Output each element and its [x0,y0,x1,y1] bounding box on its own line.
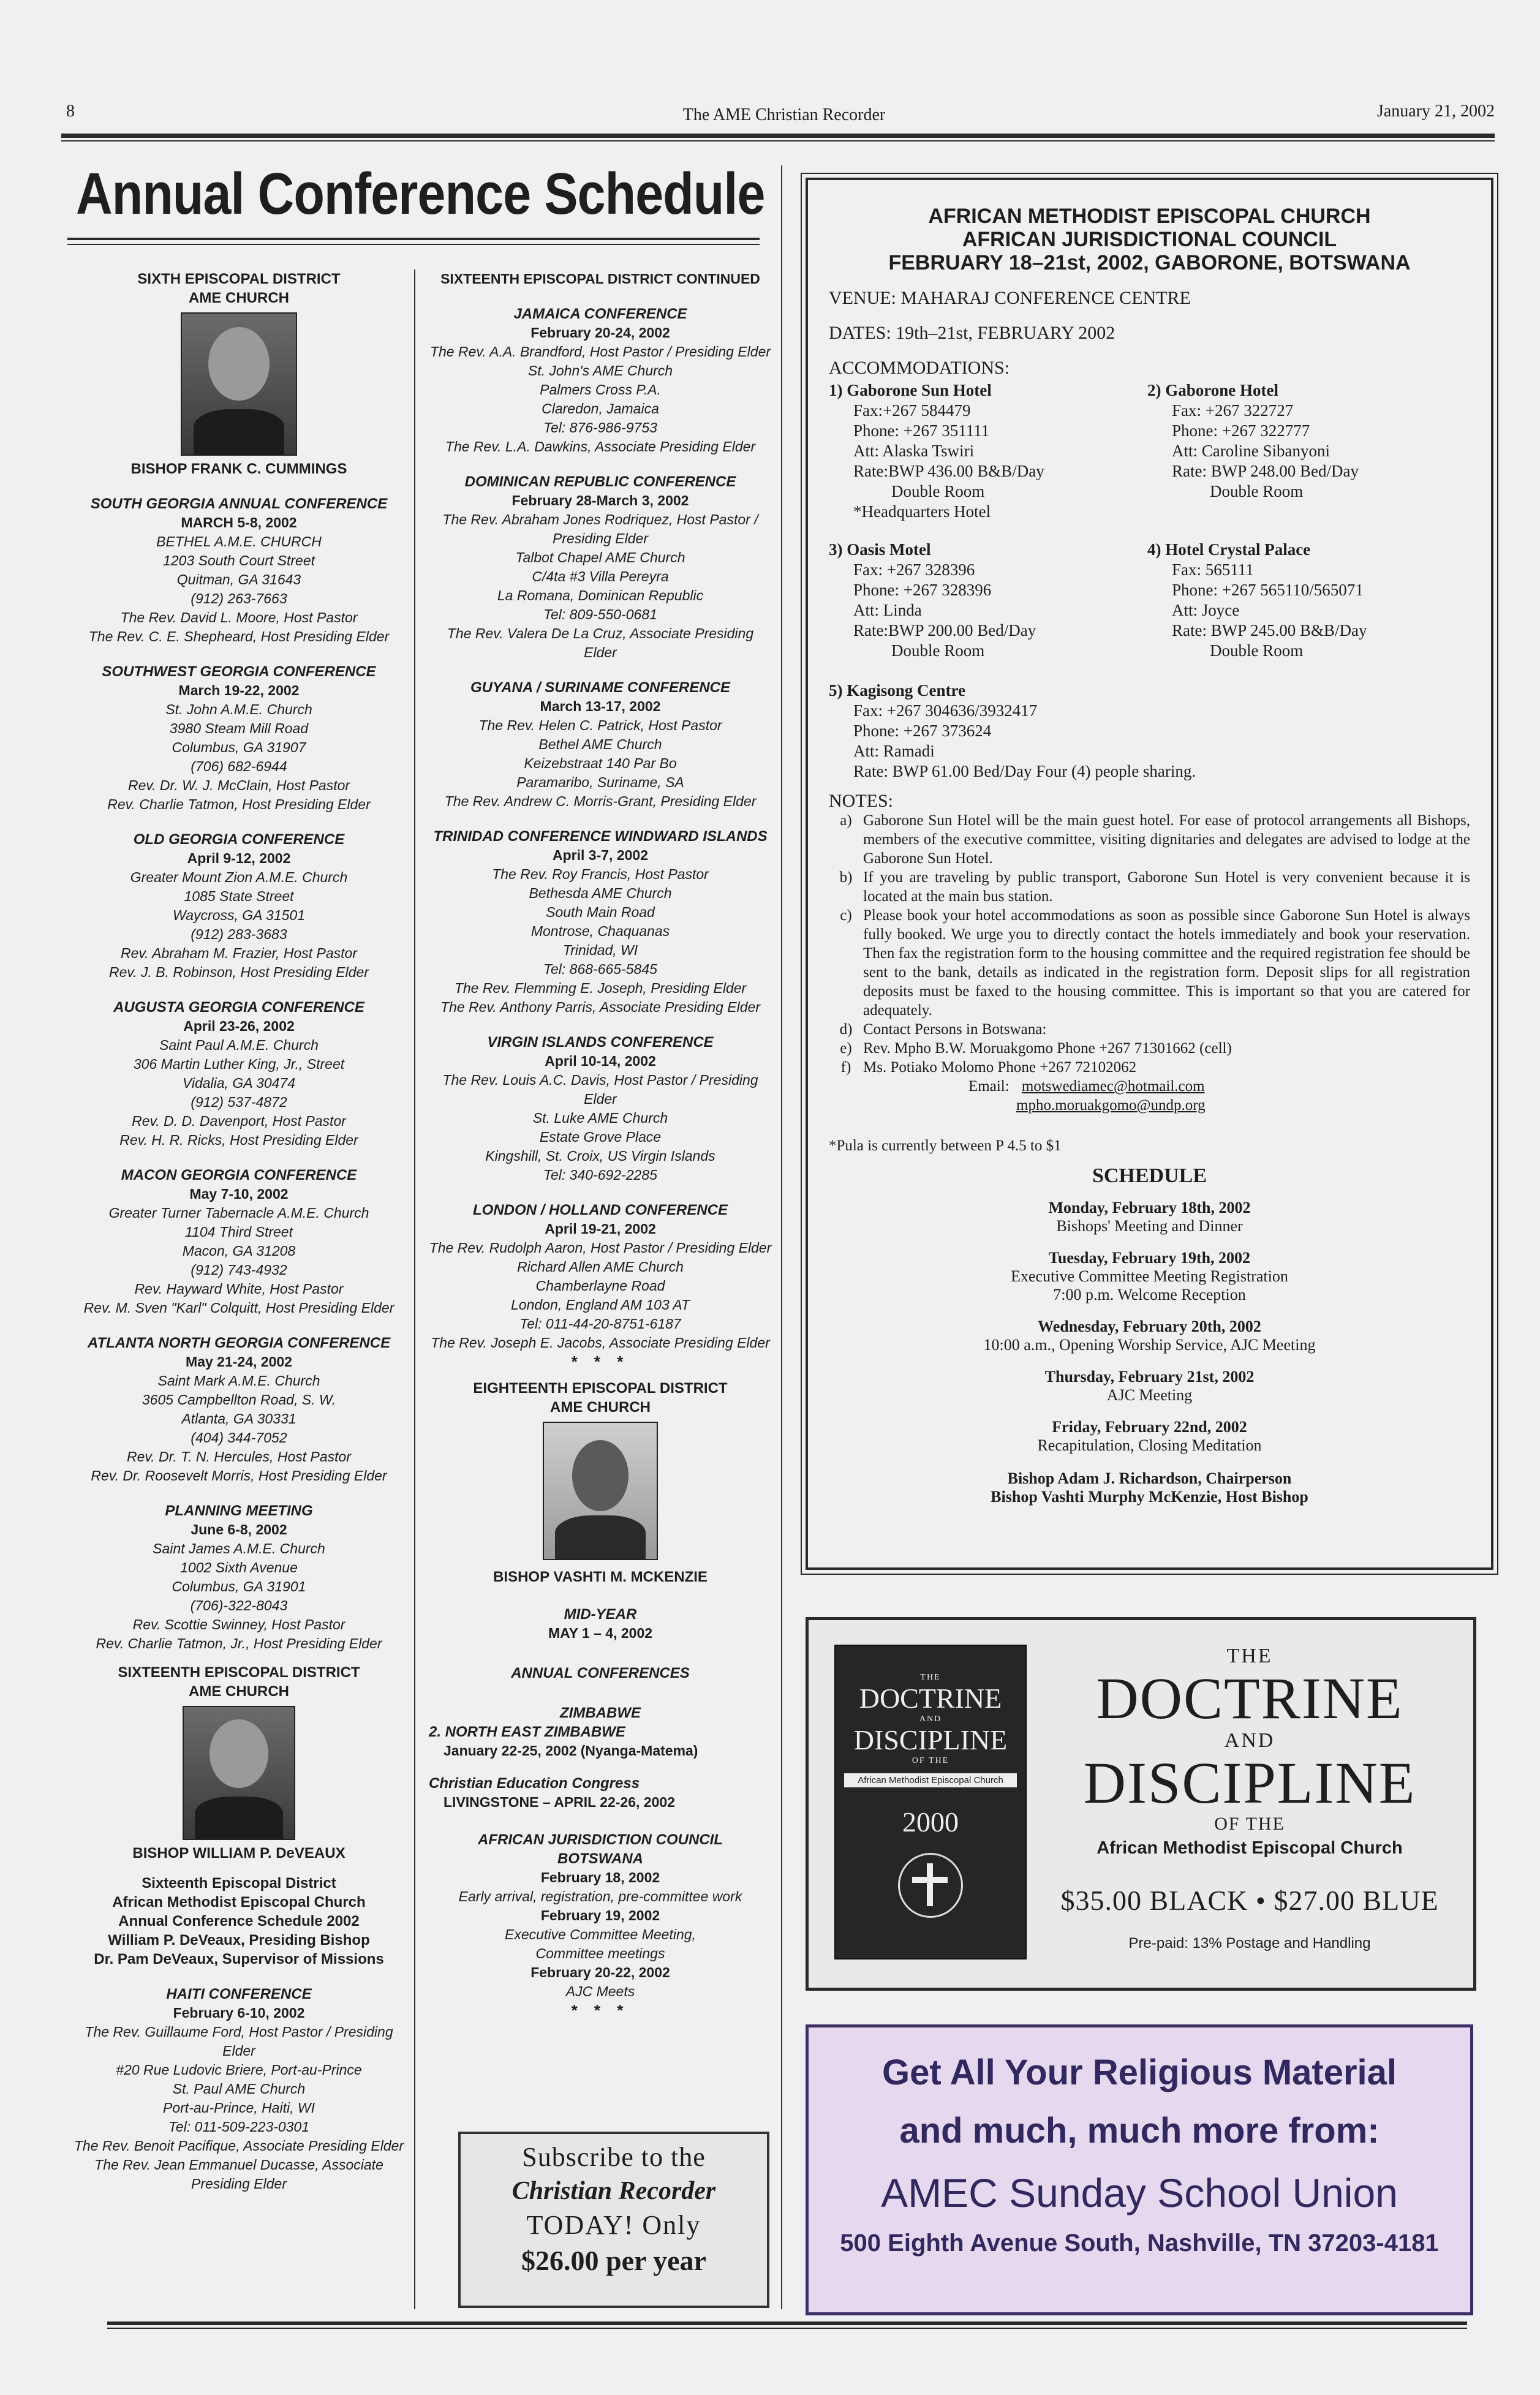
hotel-detail: Att: Alaska Tswiri [853,442,975,460]
conference-detail: Rev. H. R. Ricks, Host Presiding Elder [119,1132,358,1148]
conference-detail: Rev. D. D. Davenport, Host Pastor [132,1113,346,1129]
title-rule-thin [67,244,760,245]
schedule-item: Recapitulation, Closing Meditation [1037,1436,1262,1454]
conference-detail: 1104 Third Street [184,1224,293,1240]
conference-detail: The Rev. Flemming E. Joseph, Presiding Elder [454,980,747,996]
conference-block [429,1201,772,1352]
hotel-name: 1) Gaborone Sun Hotel [829,381,992,399]
conference-name: GUYANA / SURINAME CONFERENCE [470,679,731,696]
ajc-schedule-line: February 18, 2002 [540,1869,660,1885]
hotel-detail: Att: Linda [853,601,922,619]
conference-detail: 3605 Campbellton Road, S. W. [142,1392,336,1408]
subscribe-today: TODAY! Only [526,2210,701,2240]
subscribe-line: Subscribe to the [522,2142,706,2172]
north-east-zimbabwe: 2. NORTH EAST ZIMBABWE [429,1724,625,1740]
note-text: Ms. Potiako Molomo Phone +267 72102062 [863,1059,1137,1076]
schedule-day: Wednesday, February 20th, 2002 [1038,1318,1261,1335]
conference-name: ATLANTA NORTH GEORGIA CONFERENCE [87,1335,391,1351]
note-text: Please book your hotel accommodations as soon as possible since Gaborone Sun Hotel is always fully booked. We urge you to directly contact the hotels immediately and book your reservation. Then fax the registration form to the housing committee and the required registration fee should be sent to the bank, details as indicated in the registration form. Deposit slips for all registration deposits must be faxed to the housing committee. This is important so that you are catered for adequately. [863,907,1470,1019]
conference-detail: The Rev. Roy Francis, Host Pastor [492,866,709,882]
conference-detail: Tel: 011-44-20-8751-6187 [519,1316,681,1332]
conference-detail: 306 Martin Luther King, Jr., Street [133,1056,345,1072]
book-cover-church: African Methodist Episcopal Church [844,1773,1017,1787]
schedule-item: Bishops' Meeting and Dinner [1056,1217,1243,1235]
conference-detail: #20 Rue Ludovic Briere, Port-au-Prince [116,2062,362,2078]
amec-address: 500 Eighth Avenue South, Nashville, TN 37203-4181 [840,2230,1439,2257]
note-text: Gaborone Sun Hotel will be the main guest hotel. For ease of protocol arrangements all Bishops, members of the executive committee, visiting dignitaries and delegates are advised to lodge at the Gaborone Sun Hotel. [863,812,1470,867]
hotel-detail: Fax:+267 584479 [853,401,971,420]
hotel-detail: *Headquarters Hotel [853,502,991,521]
ad-doctrine: DOCTRINE [1096,1665,1403,1731]
schedule-item: 10:00 a.m., Opening Worship Service, AJC Meeting [983,1336,1316,1354]
conference-detail: Saint Paul A.M.E. Church [159,1037,319,1053]
footer-rule [107,2321,1467,2325]
hotel-detail: Rate: BWP 61.00 Bed/Day Four (4) people sharing. [853,762,1196,780]
ajc-schedule-line: AJC Meets [565,1983,635,1999]
conference-name: HAITI CONFERENCE [166,1986,312,2002]
conference-name: JAMAICA CONFERENCE [513,306,687,322]
conference-detail: C/4ta #3 Villa Pereyra [532,568,669,584]
conference-detail: Vidalia, GA 30474 [182,1075,296,1091]
annual-conferences-title: ANNUAL CONFERENCES [511,1665,690,1681]
hotel-name: 2) Gaborone Hotel [1147,381,1278,399]
conference-detail: The Rev. Jean Emmanuel Ducasse, Associate Presiding Elder [94,2157,383,2192]
page-number: 8 [66,102,75,121]
conference-detail: Quitman, GA 31643 [176,571,301,587]
ajc-schedule-line: February 20-22, 2002 [530,1964,670,1980]
conference-detail: St. John's AME Church [527,363,673,379]
conference-detail: Trinidad, WI [562,942,638,958]
conference-date: June 6-8, 2002 [191,1522,287,1537]
conference-date: February 6-10, 2002 [173,2005,305,2021]
conference-detail: Rev. Scottie Swinney, Host Pastor [132,1616,345,1632]
conference-detail: Saint Mark A.M.E. Church [157,1373,320,1389]
conference-detail: Atlanta, GA 30331 [181,1411,296,1427]
conference-detail: The Rev. L.A. Dawkins, Associate Presiding Elder [445,439,756,454]
conference-block [429,304,772,456]
conference-detail: The Rev. Louis A.C. Davis, Host Pastor / Presiding Elder [442,1072,758,1107]
schedule-title: SCHEDULE [1092,1164,1207,1187]
book-cover-the: THE [920,1673,941,1682]
conference-detail: Waycross, GA 31501 [172,907,306,923]
conference-block [74,494,404,646]
african-jurisdictional-council-box [806,178,1493,1570]
hotel-detail: Double Room [1210,641,1304,660]
conference-detail: Rev. Dr. W. J. McClain, Host Pastor [127,777,350,793]
conference-block [74,1166,404,1318]
conference-detail: St. John A.M.E. Church [165,701,312,717]
subscribe-ad[interactable] [458,2132,769,2308]
hotel-name: 3) Oasis Motel [829,540,931,559]
conference-detail: Talbot Chapel AME Church [515,549,685,565]
dates: DATES: 19th–21st, FEBRUARY 2002 [829,323,1115,343]
conference-detail: 3980 Steam Mill Road [169,720,309,736]
hotel-list [829,380,1470,780]
conference-detail: Greater Mount Zion A.M.E. Church [130,869,348,885]
conference-date: April 10-14, 2002 [545,1053,656,1069]
conference-date: May 21-24, 2002 [186,1354,292,1370]
conference-detail: Rev. Dr. T. N. Hercules, Host Pastor [127,1449,351,1465]
hotel-detail: Fax: +267 304636/3932417 [853,701,1038,720]
amec-line: Get All Your Religious Material [881,2053,1397,2092]
header-rule [61,134,1495,138]
note-key: d) [839,1021,853,1038]
conference-detail: Paramaribo, Suriname, SA [516,774,684,790]
conference-date: April 3-7, 2002 [553,847,648,863]
conference-detail: Chamberlayne Road [535,1278,665,1294]
conference-block [429,472,772,662]
hotel-detail: Double Room [1210,482,1304,500]
ad-prepaid: Pre-paid: 13% Postage and Handling [1128,1935,1371,1952]
conference-detail: London, England AM 103 AT [511,1297,690,1313]
conference-detail: Kingshill, St. Croix, US Virgin Islands [485,1148,715,1164]
conference-detail: Bethesda AME Church [529,885,672,901]
note-item [829,811,1470,868]
conference-detail: The Rev. Valera De La Cruz, Associate Presiding Elder [447,625,754,660]
note-text: Contact Persons in Botswana: [863,1021,1047,1038]
hotel-entry [1147,380,1454,502]
intro-line: Sixteenth Episcopal District [142,1875,336,1891]
conference-block [74,1333,404,1485]
conference-date: April 23-26, 2002 [183,1018,295,1034]
intro-line: Annual Conference Schedule 2002 [118,1913,360,1929]
conference-name: OLD GEORGIA CONFERENCE [133,831,345,848]
conference-detail: 1002 Sixth Avenue [180,1560,298,1575]
hotel-detail: Fax: 565111 [1172,560,1254,579]
conference-detail: Rev. Dr. Roosevelt Morris, Host Presiding Elder [91,1468,387,1484]
hotel-detail: Phone: +267 328396 [853,581,992,599]
midyear-title: MID-YEAR [564,1606,637,1623]
doctrine-discipline-ad[interactable] [806,1617,1476,1991]
nez-date: January 22-25, 2002 (Nyanga-Matema) [444,1743,698,1759]
hotel-detail: Att: Ramadi [853,742,935,760]
hotel-detail: Att: Caroline Sibanyoni [1172,442,1330,460]
district-heading-3: EIGHTEENTH EPISCOPAL DISTRICT [473,1380,728,1397]
separator-stars: * * * [571,1352,630,1371]
ajc-schedule-line: Executive Committee Meeting, [505,1926,696,1942]
schedule-day: Monday, February 18th, 2002 [1048,1199,1251,1216]
sixth-district-column [74,270,404,2193]
conference-detail: The Rev. Benoit Pacifique, Associate Presiding Elder [74,2138,404,2154]
email-link[interactable]: mpho.moruakgomo@undp.org [1016,1097,1206,1114]
conference-detail: Bethel AME Church [538,736,662,752]
conference-detail: The Rev. A.A. Brandford, Host Pastor / Presiding Elder [429,344,771,360]
conference-detail: Tel: 340-692-2285 [543,1167,657,1183]
conference-date: February 20-24, 2002 [530,325,670,341]
livingstone-date: LIVINGSTONE – APRIL 22-26, 2002 [444,1794,675,1810]
schedule-item: Executive Committee Meeting Registration [1011,1267,1288,1285]
hotel-detail: Fax: +267 328396 [853,560,975,579]
conference-detail: St. Luke AME Church [532,1110,668,1126]
conference-detail: The Rev. Joseph E. Jacobs, Associate Presiding Elder [431,1335,770,1351]
note-text: If you are traveling by public transport, Gaborone Sun Hotel is very convenient because it is located at the main bus station. [863,869,1470,905]
conference-block [74,830,404,982]
notes-heading: NOTES: [829,791,893,811]
conference-detail: The Rev. Andrew C. Morris-Grant, Presiding Elder [444,793,757,809]
schedule-day: Thursday, February 21st, 2002 [1044,1368,1255,1386]
conference-detail: Rev. M. Sven "Karl" Colquitt, Host Presiding Elder [83,1300,394,1316]
conference-name: MACON GEORGIA CONFERENCE [121,1167,357,1183]
hotel-detail: Att: Joyce [1172,601,1240,619]
hotel-entry [829,681,1380,782]
page-title: Annual Conference Schedule [76,161,765,227]
conference-detail: South Main Road [546,904,655,920]
title-rule [67,238,760,240]
church-heading: AME CHURCH [189,290,289,306]
bishop-name-3: BISHOP VASHTI M. MCKENZIE [493,1569,708,1585]
conference-detail: Saint James A.M.E. Church [153,1541,325,1556]
conference-detail: Rev. Charlie Tatmon, Host Presiding Elder [107,796,371,812]
church-heading-2: AME CHURCH [189,1683,289,1700]
email-link[interactable]: motswediamec@hotmail.com [1021,1078,1205,1095]
conference-detail: Columbus, GA 31901 [172,1578,306,1594]
bishop-deveaux-photo [183,1706,295,1840]
conference-date: April 9-12, 2002 [187,850,291,866]
district-heading-2: SIXTEENTH EPISCOPAL DISTRICT [118,1664,360,1681]
conference-block [429,827,772,1017]
conference-detail: (706)-322-8043 [190,1597,288,1613]
conference-detail: Estate Grove Place [539,1129,662,1145]
note-text: Rev. Mpho B.W. Moruakgomo Phone +267 71301662 (cell) [863,1040,1232,1057]
conference-detail: Macon, GA 31208 [182,1243,296,1259]
conference-detail: The Rev. David L. Moore, Host Pastor [120,609,358,625]
hotel-detail: Phone: +267 565110/565071 [1172,581,1364,599]
conference-block [429,1033,772,1185]
publication-name: The AME Christian Recorder [682,105,886,124]
conference-detail: Rev. Charlie Tatmon, Jr., Host Presiding Elder [96,1635,382,1651]
hotel-detail: Rate: BWP 245.00 B&B/Day [1172,621,1367,639]
conference-detail: (912) 537-4872 [191,1094,287,1110]
conference-detail: 1203 South Court Street [162,553,315,568]
conference-detail: The Rev. Helen C. Patrick, Host Pastor [478,717,722,733]
ad-price: $35.00 BLACK • $27.00 BLUE [1060,1885,1439,1916]
ajc-title: AFRICAN JURISDICTION COUNCIL BOTSWANA [478,1831,723,1867]
conference-name: AUGUSTA GEORGIA CONFERENCE [113,999,364,1016]
hotel-detail: Double Room [891,482,985,500]
schedule-item: 7:00 p.m. Welcome Reception [1053,1286,1246,1303]
book-cover-discipline: DISCIPLINE [853,1724,1008,1756]
conference-detail: Columbus, GA 31907 [172,739,306,755]
conference-detail: Rev. Hayward White, Host Pastor [134,1281,344,1297]
conference-detail: La Romana, Dominican Republic [497,587,704,603]
conference-detail: Richard Allen AME Church [517,1259,684,1275]
conference-detail: The Rev. Anthony Parris, Associate Presiding Elder [440,999,760,1015]
book-cover [834,1645,1027,1959]
conference-date: MARCH 5-8, 2002 [181,515,297,530]
hotel-name: 4) Hotel Crystal Palace [1147,540,1311,559]
hotel-name: 5) Kagisong Centre [829,681,965,700]
conference-date: March 13-17, 2002 [540,698,661,714]
venue: VENUE: MAHARAJ CONFERENCE CENTRE [829,288,1191,308]
schedule [808,1164,1491,1506]
hotel-detail: Double Room [891,641,985,660]
conference-detail: BETHEL A.M.E. CHURCH [156,534,322,549]
hotel-detail: Rate: BWP 248.00 Bed/Day [1172,462,1359,480]
conference-block [74,998,404,1150]
subscribe-price: $26.00 per year [521,2245,706,2276]
ajc-schedule-line: Committee meetings [535,1945,665,1961]
conference-name: DOMINICAN REPUBLIC CONFERENCE [464,473,736,490]
book-cover-doctrine: DOCTRINE [859,1683,1002,1714]
sixteenth-district-continued-column [429,270,772,2020]
conference-detail: (912) 743-4932 [191,1262,287,1278]
conference-date: April 19-21, 2002 [545,1221,656,1237]
subscribe-publication: Christian Recorder [511,2177,716,2205]
conference-date: February 28-March 3, 2002 [511,492,689,508]
note-key: e) [840,1040,852,1057]
conference-detail: 1085 State Street [184,888,294,904]
ajc-schedule-line: Early arrival, registration, pre-committee work [458,1888,742,1904]
ajc-schedule-line: February 19, 2002 [540,1907,660,1923]
conference-detail: Tel: 876-986-9753 [543,420,657,436]
ad-church: African Methodist Episcopal Church [1096,1838,1403,1858]
conference-detail: Keizebstraat 140 Par Bo [524,755,677,771]
hotel-entry [1147,540,1454,661]
council-title-line: AFRICAN METHODIST EPISCOPAL CHURCH [928,205,1371,228]
schedule-item: AJC Meeting [1106,1386,1193,1404]
conference-detail: The Rev. C. E. Shepheard, Host Presiding Elder [88,628,390,644]
conference-date: May 7-10, 2002 [189,1186,289,1202]
schedule-day: Friday, February 22nd, 2002 [1052,1418,1247,1436]
bishop-name: BISHOP FRANK C. CUMMINGS [130,461,347,477]
amec-name: AMEC Sunday School Union [881,2170,1398,2216]
midyear-date: MAY 1 – 4, 2002 [548,1625,653,1641]
hotel-detail: Fax: +267 322727 [1172,401,1294,420]
conference-detail: (912) 283-3683 [191,926,287,942]
note-item [829,1058,1470,1077]
note-key: a) [840,812,852,829]
hotel-entry [829,540,1135,661]
conference-name: VIRGIN ISLANDS CONFERENCE [487,1034,714,1050]
note-item [829,1020,1470,1039]
conference-name: PLANNING MEETING [165,1503,313,1519]
schedule-day: Tuesday, February 19th, 2002 [1048,1249,1251,1267]
note-item [829,1039,1470,1058]
conference-block [74,1501,404,1653]
email-label: Email: [968,1078,1010,1095]
conference-detail: Tel: 809-550-0681 [543,606,657,622]
zimbabwe-heading: ZIMBABWE [560,1705,641,1721]
hotel-detail: Phone: +267 373624 [853,722,992,740]
amec-sunday-school-union-ad[interactable] [806,2024,1473,2315]
conference-name: SOUTHWEST GEORGIA CONFERENCE [102,663,376,680]
conference-detail: (404) 344-7052 [191,1430,287,1446]
note-key: c) [840,907,852,924]
conference-detail: The Rev. Abraham Jones Rodriquez, Host Pastor / Presiding Elder [442,511,758,546]
conference-detail: Montrose, Chaquanas [530,923,670,939]
note-item [829,868,1470,906]
separator-stars: * * * [571,2001,630,2020]
continued-heading: SIXTEENTH EPISCOPAL DISTRICT CONTINUED [440,271,760,287]
hotel-detail: Rate:BWP 200.00 Bed/Day [853,621,1036,639]
conference-detail: Greater Turner Tabernacle A.M.E. Church [108,1205,369,1221]
amec-line: and much, much more from: [899,2111,1380,2151]
ad-discipline: DISCIPLINE [1083,1750,1416,1816]
conference-detail: (912) 263-7663 [191,590,287,606]
host-bishop: Bishop Vashti Murphy McKenzie, Host Bishop [991,1488,1308,1506]
conference-detail: The Rev. Rudolph Aaron, Host Pastor / Presiding Elder [429,1240,772,1256]
ad-and: AND [1224,1729,1275,1752]
conference-detail: (706) 682-6944 [191,758,287,774]
book-cover-ofthe: OF THE [912,1756,949,1765]
intro-line: Dr. Pam DeVeaux, Supervisor of Missions [94,1951,384,1967]
issue-date: January 21, 2002 [1376,102,1495,121]
hotel-entry [829,380,1135,522]
book-cover-and: AND [919,1714,942,1724]
conference-name: SOUTH GEORGIA ANNUAL CONFERENCE [90,496,388,512]
conference-detail: Palmers Cross P.A. [540,382,661,398]
conference-date: March 19-22, 2002 [178,682,300,698]
header-rule-thin [61,140,1495,141]
hotel-detail: Phone: +267 322777 [1172,421,1310,440]
column-divider [414,270,415,2309]
council-title-line: FEBRUARY 18–21st, 2002, GABORONE, BOTSWANA [888,251,1411,274]
conference-block [74,662,404,814]
conference-name: TRINIDAD CONFERENCE WINDWARD ISLANDS [433,828,768,845]
hotel-detail: Phone: +267 351111 [853,421,990,440]
page-header [61,98,1495,129]
note-item [829,906,1470,1020]
accommodations-heading: ACCOMMODATIONS: [829,358,1010,378]
conference-detail: St. Paul AME Church [172,2081,306,2097]
hotel-detail: Rate:BWP 436.00 B&B/Day [853,462,1044,480]
footer-rule-thin [107,2328,1467,2329]
pula-note: *Pula is currently between P 4.5 to $1 [829,1137,1062,1154]
intro-line: African Methodist Episcopal Church [112,1894,366,1910]
intro-line: William P. DeVeaux, Presiding Bishop [108,1932,370,1948]
bishop-name-2: BISHOP WILLIAM P. DeVEAUX [132,1845,345,1861]
column-divider-main [781,165,782,2309]
note-key: f) [840,1059,851,1076]
notes-list [829,811,1470,1077]
council-title-line: AFRICAN JURISDICTIONAL COUNCIL [962,228,1337,251]
conference-detail: Port-au-Prince, Haiti, WI [163,2100,315,2116]
conference-detail: Tel: 868-665-5845 [543,961,657,977]
conference-detail: Tel: 011-509-223-0301 [168,2119,310,2135]
cross-icon [898,1853,963,1918]
book-cover-year: 2000 [902,1806,959,1838]
conference-block [429,678,772,811]
ad-ofthe: OF THE [1214,1814,1285,1834]
christian-education-congress: Christian Education Congress [429,1775,640,1792]
conference-detail: Claredon, Jamaica [542,401,659,417]
conference-name: LONDON / HOLLAND CONFERENCE [473,1202,728,1218]
bishop-cummings-photo [181,312,297,456]
chairperson: Bishop Adam J. Richardson, Chairperson [1007,1469,1292,1487]
bishop-mckenzie-photo [543,1422,658,1560]
ad-the: THE [1226,1645,1273,1667]
conference-detail: Rev. Abraham M. Frazier, Host Pastor [120,945,357,961]
conference-detail: The Rev. Guillaume Ford, Host Pastor / Presiding Elder [85,2024,393,2059]
email-block [829,1077,1470,1115]
district-heading: SIXTH EPISCOPAL DISTRICT [137,271,341,287]
church-heading-3: AME CHURCH [550,1399,651,1416]
conference-detail: Rev. J. B. Robinson, Host Presiding Elder [109,964,369,980]
note-key: b) [839,869,853,886]
